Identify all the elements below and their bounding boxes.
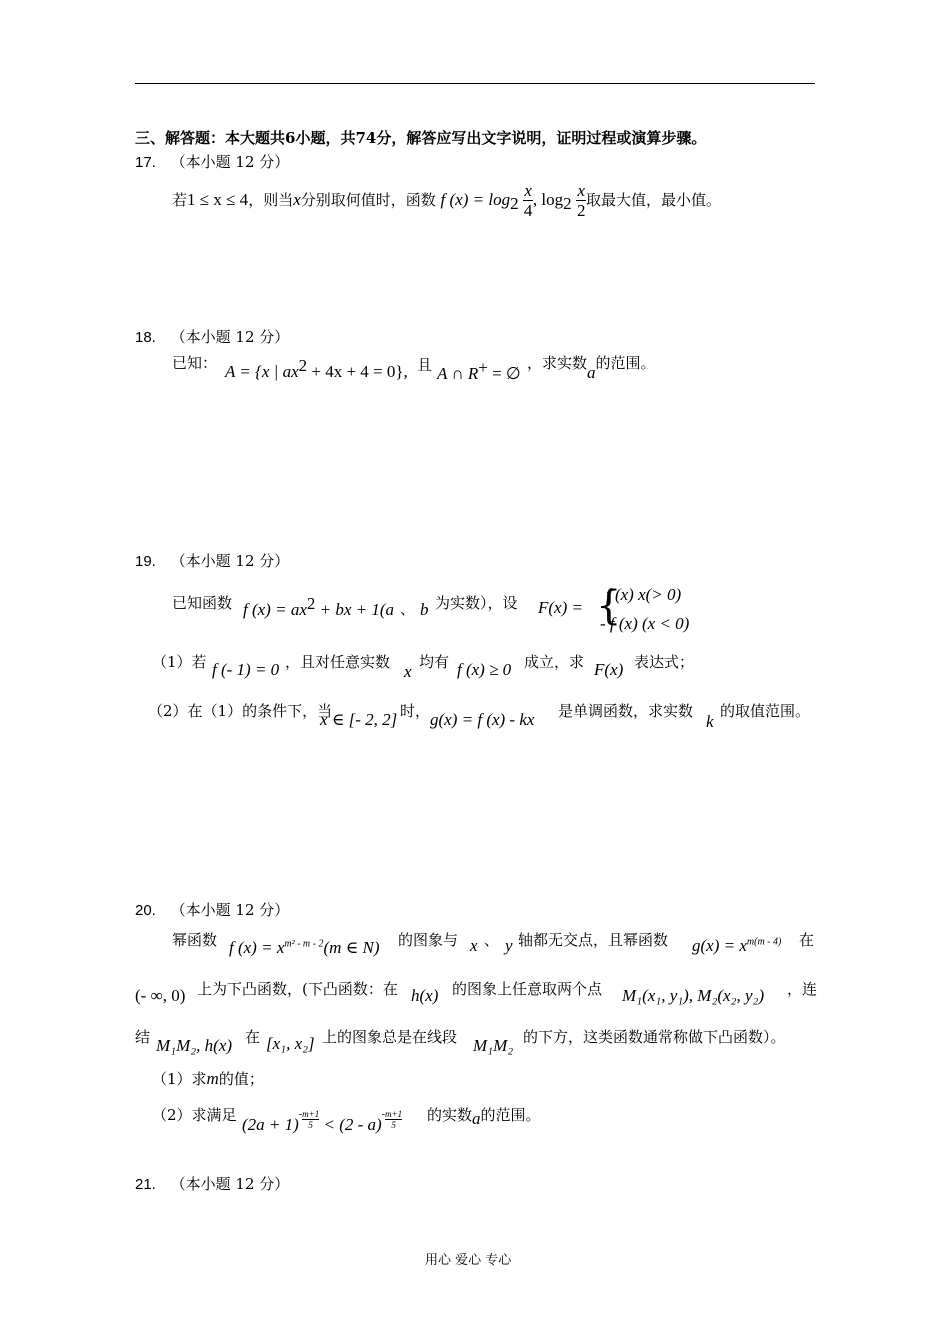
fraction — [576, 182, 586, 221]
problem-18-body — [225, 356, 408, 382]
math-F: F(x) — [594, 660, 624, 679]
math-points: M₁(x₁, y₁), M₂(x₂, y₂) — [622, 986, 765, 1005]
problem-number: 20. — [135, 902, 156, 919]
section-heading: 三、解答题：本大题共6小题，共74分，解答应写出文字说明，证明过程或演算步骤。 — [135, 129, 707, 147]
math-sup: 2 — [298, 356, 308, 375]
problem-points: （本小题 12 分） — [170, 901, 290, 919]
frac-den: 2 — [576, 200, 586, 220]
math-set: + 4x + 4 = 0}, — [307, 362, 408, 381]
math-var: x — [293, 190, 301, 209]
text: 分别取何值时，函数 — [300, 191, 436, 209]
text: 若 — [172, 191, 188, 209]
math-text: f (x) = ax — [243, 600, 307, 619]
math-sup: m(m - 4) — [746, 936, 782, 948]
math-f — [229, 938, 380, 958]
text: 的值； — [218, 1070, 264, 1088]
math-text: g(x) = x — [692, 936, 747, 955]
math-set: A = {x | ax — [225, 362, 299, 381]
problem-number: 18. — [135, 329, 156, 346]
math-eq: f (- 1) = 0 — [212, 660, 280, 679]
text: ，则当 — [248, 191, 294, 209]
text: 为实数），设 — [435, 594, 518, 612]
math-func: f (x) = log — [440, 190, 511, 209]
text: ，求实数 — [527, 354, 588, 372]
text: 、 — [400, 600, 416, 618]
math-cap-text: A ∩ R — [437, 364, 479, 383]
math-ineq: f (x) ≥ 0 — [457, 660, 512, 679]
text: 取最大值，最小值。 — [585, 191, 721, 209]
math-interval: [x₁, x₂] — [266, 1034, 315, 1053]
text: ，且对任意实数 — [285, 653, 391, 671]
math-var: k — [706, 712, 714, 731]
text: 上为下凸函数，(下凸函数：在 — [197, 980, 398, 998]
header-rule — [135, 83, 815, 84]
text: ，连 — [787, 980, 818, 998]
text: 的范围。 — [480, 1106, 541, 1124]
math-empty: = ∅ — [487, 364, 521, 383]
problem-points: （本小题 12 分） — [170, 153, 290, 171]
sup-fraction — [302, 1109, 319, 1130]
sup-fraction — [385, 1109, 402, 1130]
q2-label: （2）求满足 — [152, 1106, 237, 1124]
math-var: m — [206, 1069, 219, 1088]
text: 的取值范围。 — [720, 702, 811, 720]
problem-21-header — [135, 1173, 289, 1194]
text: 、 — [484, 931, 500, 949]
problem-17-header — [135, 151, 289, 172]
text: 成立，求 — [524, 653, 585, 671]
text: 结 — [135, 1028, 151, 1046]
math-text: (m ∈ N) — [323, 938, 380, 957]
frac-num: m+1 — [385, 1109, 403, 1119]
math-sup: + — [478, 358, 488, 377]
problem-18-header — [135, 326, 289, 347]
math-sup: - — [381, 1109, 386, 1120]
math-sup: 2 — [306, 594, 316, 613]
math-text: f (x) = x — [229, 938, 285, 957]
text: 的实数 — [427, 1106, 473, 1124]
math-var: y — [505, 936, 513, 955]
text: 的图象与 — [398, 931, 459, 949]
text: 轴都无交点，且幂函数 — [518, 931, 669, 949]
frac-num: x — [524, 180, 532, 200]
text: 表达式； — [634, 653, 695, 671]
problem-20-q2-tail — [427, 1104, 541, 1128]
math-text: < (2 - a) — [319, 1115, 382, 1134]
math-text: + bx + 1(a — [315, 600, 395, 619]
text: 的图象上任意取两个点 — [452, 980, 603, 998]
math-text: (2a + 1) — [242, 1115, 299, 1134]
text: 幂函数 — [172, 931, 218, 949]
frac-den: 5 — [308, 1120, 313, 1130]
math-sub: 2 — [563, 194, 572, 213]
math-func — [243, 594, 395, 620]
text: （1）求 — [152, 1070, 207, 1088]
math-seg: M₁M₂, h(x) — [156, 1036, 233, 1055]
math-g — [692, 936, 781, 956]
math-var: a — [472, 1109, 481, 1128]
math-g: g(x) = f (x) - kx — [430, 710, 535, 729]
text: 的下方，这类函数通常称做下凸函数）。 — [523, 1028, 786, 1046]
text: 均有 — [419, 653, 450, 671]
math-condition: 1 ≤ x ≤ 4 — [187, 190, 249, 209]
frac-den: 5 — [391, 1120, 396, 1130]
problem-points: （本小题 12 分） — [170, 1175, 290, 1193]
page-footer: 用心 爱心 专心 — [425, 1253, 512, 1268]
text: 时， — [400, 702, 431, 720]
q1-label — [152, 1068, 264, 1089]
math-interval: (- ∞, 0) — [135, 986, 186, 1005]
problem-points: （本小题 12 分） — [170, 328, 290, 346]
case-2: - f (x) (x < 0) — [600, 614, 690, 633]
math-ineq — [242, 1109, 403, 1135]
math-var: b — [420, 600, 429, 619]
math-cap — [437, 358, 521, 384]
math-log: , log — [532, 190, 564, 209]
problem-20-header — [135, 899, 289, 920]
text: 且 — [417, 356, 433, 374]
math-F: F(x) = — [538, 598, 583, 617]
case-1: f (x) x(> 0) — [606, 585, 682, 604]
problem-number: 21. — [135, 1176, 156, 1193]
text: 已知函数 — [172, 594, 233, 612]
math-domain: x ∈ [- 2, 2] — [320, 710, 398, 729]
q1-label: （1）若 — [152, 653, 207, 671]
problem-points: （本小题 12 分） — [170, 552, 290, 570]
q2-label: （2）在（1）的条件下，当 — [148, 702, 333, 720]
text: 在 — [245, 1028, 261, 1046]
math-var: x — [470, 936, 478, 955]
math-h: h(x) — [411, 986, 439, 1005]
frac-den: 4 — [523, 200, 533, 220]
text: 的范围。 — [595, 354, 656, 372]
text: 是单调函数，求实数 — [558, 702, 694, 720]
problem-number: 19. — [135, 553, 156, 570]
brace-icon: { — [596, 583, 622, 629]
text: 上的图象总是在线段 — [322, 1028, 458, 1046]
math-seg: M₁M₂ — [473, 1036, 514, 1055]
problem-18-tail — [527, 352, 656, 382]
problem-18-label: 已知： — [172, 354, 218, 372]
math-var: a — [587, 363, 596, 382]
problem-17-body — [172, 180, 721, 221]
frac-num: x — [577, 180, 585, 200]
math-sup: m² - m - 2 — [284, 938, 324, 950]
math-sub: 2 — [510, 194, 519, 213]
frac-num: m+1 — [302, 1109, 320, 1119]
problem-19-header — [135, 550, 289, 571]
math-var: x — [404, 662, 412, 681]
math-sup: - — [298, 1109, 303, 1120]
text: 在 — [799, 931, 815, 949]
problem-number: 17. — [135, 154, 156, 171]
fraction — [523, 182, 533, 221]
